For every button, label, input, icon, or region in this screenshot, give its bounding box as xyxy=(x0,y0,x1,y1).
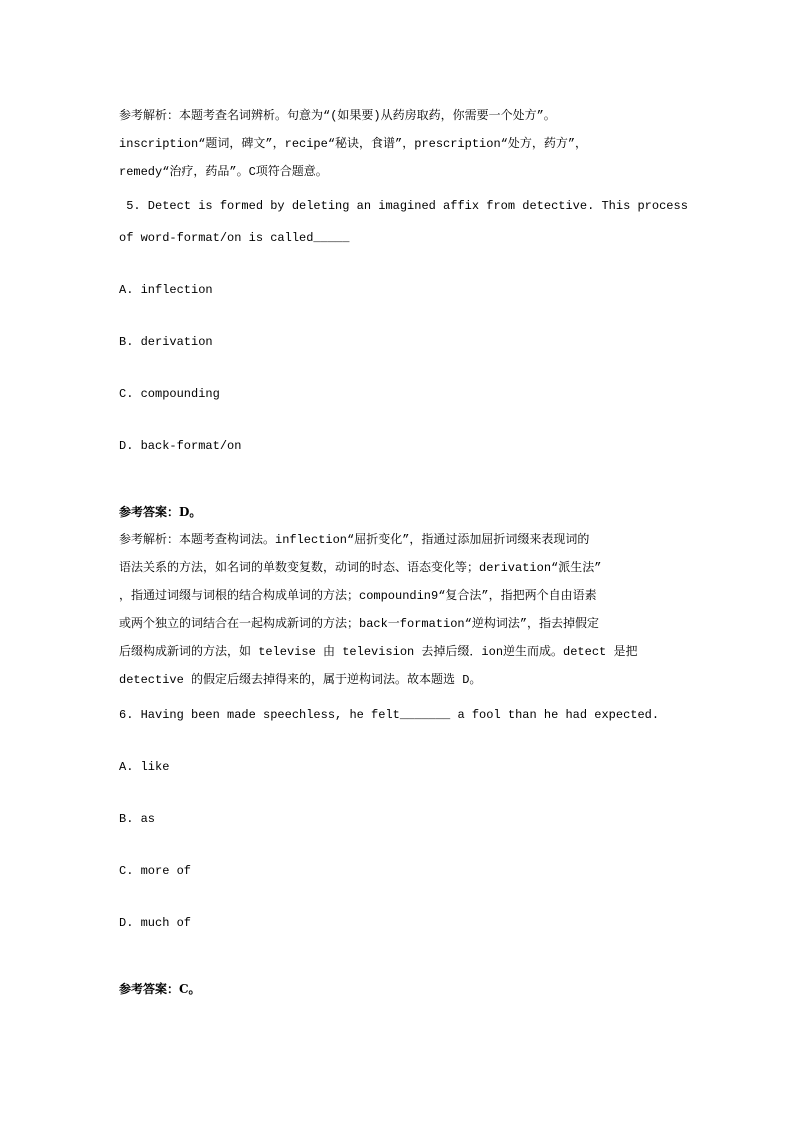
explanation-line: 语法关系的方法，如名词的单数变复数，动词的时态、语态变化等；derivation“派生法” xyxy=(119,561,602,575)
option-c: C. more of xyxy=(119,864,192,878)
explanation-line: 或两个独立的词结合在一起构成新词的方法；back一formation“逆构词法”，指去掉假定 xyxy=(119,617,600,631)
explanation-line: inscription“题词，碑文”，recipe“秘诀，食谱”，prescription“处方，药方”， xyxy=(119,137,588,151)
question-stem: 5. Detect is formed by deleting an imagined affix from detective. This process xyxy=(119,199,688,213)
option-d: D. back-format/on xyxy=(119,439,242,453)
explanation-line: 后缀构成新词的方法，如 televise 由 television 去掉后缀．ion逆生而成。detect 是把 xyxy=(119,645,638,659)
option-b: B. derivation xyxy=(119,335,213,349)
option-c: C. compounding xyxy=(119,387,220,401)
option-a: A. inflection xyxy=(119,283,213,297)
question-stem: 6. Having been made speechless, he felt_______ a fool than he had expected. xyxy=(119,708,660,722)
option-d: D. much of xyxy=(119,916,192,930)
explanation-line: detective 的假定后缀去掉得来的，属于逆构词法。故本题选 D。 xyxy=(119,673,482,687)
explanation-line: ，指通过词缀与词根的结合构成单词的方法；compoundin9“复合法”，指把两个自由语素 xyxy=(119,589,597,603)
explanation-line: 参考解析：本题考查名词辨析。句意为“(如果要)从药房取药，你需要一个处方”。 xyxy=(119,109,556,123)
option-a: A. like xyxy=(119,760,170,774)
answer: 参考答案：C。 xyxy=(119,982,201,996)
option-b: B. as xyxy=(119,812,156,826)
explanation-line: 参考解析：本题考查构词法。inflection“屈折变化”，指通过添加屈折词缀来表现词的 xyxy=(119,533,590,547)
question-stem: of word-format/on is called_____ xyxy=(119,231,350,245)
answer: 参考答案：D。 xyxy=(119,505,202,519)
explanation-line: remedy“治疗，药品”。C项符合题意。 xyxy=(119,165,328,179)
